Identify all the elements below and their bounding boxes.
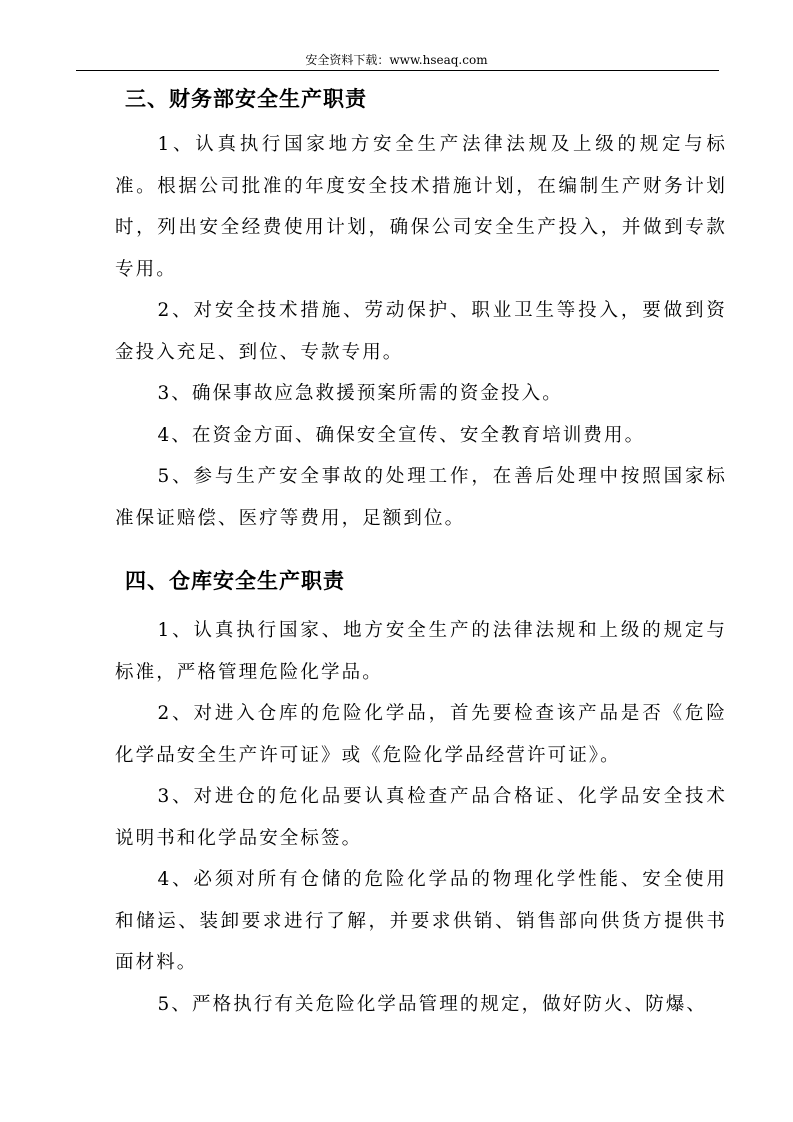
section-heading-warehouse: 四、仓库安全生产职责 bbox=[125, 569, 345, 593]
paragraph: 2、对进入仓库的危险化学品，首先要检查该产品是否《危险化学品安全生产许可证》或《危险化学品经营许可证》。 bbox=[115, 703, 727, 766]
paragraph: 4、在资金方面、确保安全宣传、安全教育培训费用。 bbox=[157, 424, 646, 446]
section-finance-body bbox=[115, 124, 727, 539]
paragraph: 3、确保事故应急救援预案所需的资金投入。 bbox=[157, 383, 563, 404]
document-body bbox=[115, 82, 727, 1025]
page-header: 安全资料下载：www.hseaq.com bbox=[305, 53, 488, 67]
header-divider bbox=[76, 70, 719, 71]
paragraph: 5、严格执行有关危险化学品管理的规定，做好防火、防爆、 bbox=[157, 993, 708, 1015]
paragraph: 5、参与生产安全事故的处理工作，在善后处理中按照国家标准保证赔偿、医疗等费用，足额到位。 bbox=[115, 466, 727, 529]
paragraph: 4、必须对所有仓储的危险化学品的物理化学性能、安全使用和储运、装卸要求进行了解，并要求供销、销售部向供货方提供书面材料。 bbox=[115, 869, 727, 973]
paragraph: 3、对进仓的危化品要认真检查产品合格证、化学品安全技术说明书和化学品安全标签。 bbox=[115, 786, 727, 849]
section-heading-finance: 三、财务部安全生产职责 bbox=[125, 87, 367, 111]
paragraph: 1、认真执行国家、地方安全生产的法律法规和上级的规定与标准，严格管理危险化学品。 bbox=[115, 620, 727, 683]
paragraph: 1、认真执行国家地方安全生产法律法规及上级的规定与标准。根据公司批准的年度安全技术措施计划，在编制生产财务计划时，列出安全经费使用计划，确保公司安全生产投入，并做到专款专用。 bbox=[115, 134, 727, 280]
section-warehouse-body bbox=[115, 610, 727, 1025]
paragraph: 2、对安全技术措施、劳动保护、职业卫生等投入，要做到资金投入充足、到位、专款专用。 bbox=[115, 300, 727, 363]
